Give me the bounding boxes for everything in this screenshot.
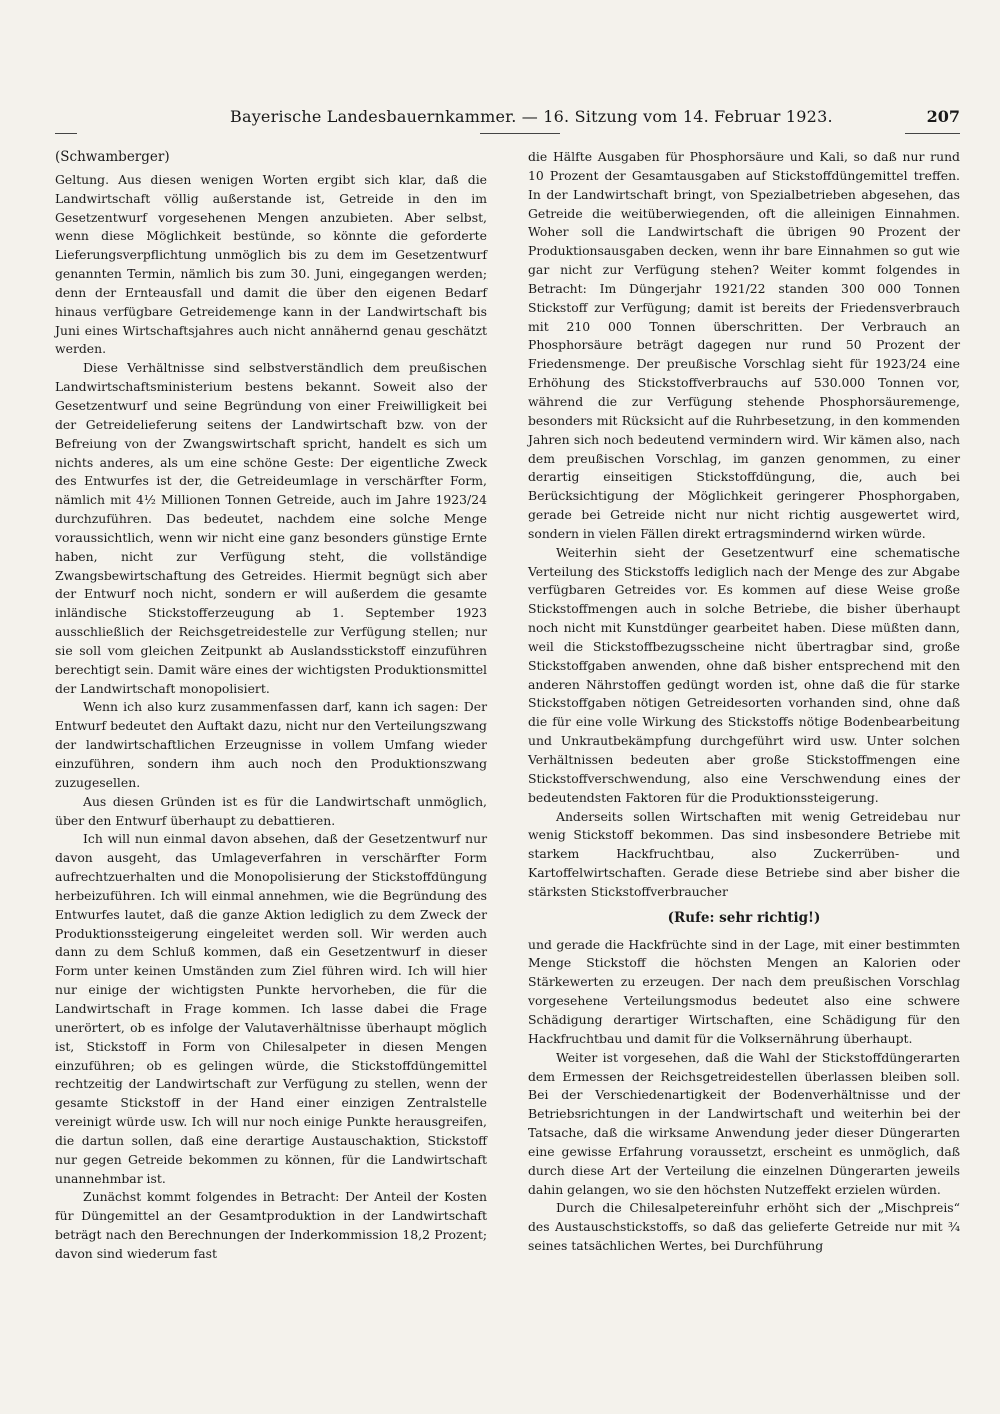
paragraph: Durch die Chilesalpetereinfuhr erhöht sich der „Mischpreis“ des Austauschstickstoffs, so daß das gelieferte Getreide nur mit ¾ seines tatsächlichen Wertes, bei Durchführung — [528, 1200, 960, 1254]
speaker-name: (Schwamberger) — [55, 149, 170, 165]
page-header — [55, 106, 960, 128]
header-rule-right — [905, 133, 960, 134]
paragraph: Weiter ist vorgesehen, daß die Wahl der Stickstoffdüngerarten dem Ermessen der Reichsgetreidestellen überlassen bleiben soll. Bei der Verschiedenartigkeit der Bodenverhältnisse und der Betriebsrichtungen in der Landwirtschaft und weiterhin bei der Tatsache, daß die wirksame Anwendung jeder dieser Düngerarten eine gewisse Erfahrung voraussetzt, erscheint es unmöglich, daß durch diese Art der Verteilung die einzelnen Düngerarten jeweils dahin gelangen, wo sie den höchsten Nutzeffekt erzielen würden. — [528, 1049, 960, 1197]
header-rule-center — [480, 133, 560, 134]
paragraph: Aus diesen Gründen ist es für die Landwirtschaft unmöglich, über den Entwurf überhaupt zu debattieren. — [55, 793, 487, 828]
paragraph: Anderseits sollen Wirtschaften mit wenig Getreidebau nur wenig Stickstoff bekommen. Das sind insbesondere Betriebe mit starkem Hackfruchtbau, also Zuckerrüben- und Kartoffelwirtschaften. Gerade diese Betriebe sind aber bisher die stärksten Stickstoffverbraucher — [528, 808, 960, 899]
interjection: (Rufe: sehr richtig!) — [667, 909, 821, 926]
right-column — [528, 148, 960, 1256]
paragraph: Weiterhin sieht der Gesetzentwurf eine schematische Verteilung des Stickstoffs lediglich nach der Menge des zur Abgabe verfügbaren Getreides vor. Es kommen auf diese Weise große Stickstoffmengen auch in solche Betriebe, die bisher überhaupt noch nicht mit Kunstdünger gearbeitet haben. Diese müßten dann, weil die Stickstoffbezugsscheine nicht übertragbar sind, große Stickstoffgaben anwenden, ohne daß bisher entsprechend mit den anderen Nährstoffen gedüngt worden ist, ohne daß die für starke Stickstoffgaben nötigen Getreidesorten vorhanden sind, ohne daß die für eine volle Wirkung des Stickstoffs nötige Bodenbearbeitung und Unkrautbekämpfung durchgeführt wird usw. Unter solchen Verhältnissen bedeuten aber große Stickstoffmengen eine Stickstoffverschwendung, also eine Verschwendung eines der bedeutendsten Faktoren für die Produktionssteigerung. — [528, 544, 960, 805]
left-column — [55, 148, 487, 1264]
paragraph: Zunächst kommt folgendes in Betracht: Der Anteil der Kosten für Düngemittel an der Gesamtproduktion in der Landwirtschaft beträgt nach den Berechnungen der Inderkommission 18,2 Prozent; davon sind wiederum fast — [55, 1189, 487, 1261]
paragraph: Ich will nun einmal davon absehen, daß der Gesetzentwurf nur davon ausgeht, das Umlageverfahren in verschärfter Form aufrechtzuerhalten und die Monopolisierung der Stickstoffdüngung herbeizuführen. Ich will einmal annehmen, wie die Begründung des Entwurfes lautet, daß die ganze Aktion lediglich zu dem Zweck der Produktionssteigerung eingeleitet werden soll. Wir werden auch dann zu dem Schluß kommen, daß ein Gesetzentwurf in dieser Form unter keinen Umständen zum Ziel führen wird. Ich will hier nur einige der wichtigsten Punkte hervorheben, die für die Landwirtschaft in Frage kommen. Ich lasse dabei die Frage unerörtert, ob es infolge der Valutaverhältnisse überhaupt möglich ist, Stickstoff in Form von Chilesalpeter in diesen Mengen einzuführen; ob es gelingen würde, die Stickstoffdüngemittel rechtzeitig der Landwirtschaft zur Verfügung zu stellen, wenn der gesamte Stickstoff in der Hand einer einzigen Zentralstelle vereinigt würde usw. Ich will nur noch einige Punkte herausgreifen, die dartun sollen, daß eine derartige Austauschaktion, Stickstoff nur gegen Getreide bekommen zu können, für die Landwirtschaft unannehmbar ist. — [55, 831, 487, 1186]
paragraph: Geltung. Aus diesen wenigen Worten ergibt sich klar, daß die Landwirtschaft völlig außerstande ist, Getreide in den im Gesetzentwurf vorgesehenen Mengen anzubieten. Aber selbst, wenn diese Möglichkeit bestünde, so könnte die geforderte Lieferungsverpflichtung unmöglich bis zu dem im Gesetzentwurf genannten Termin, nämlich bis zum 30. Juni, eingegangen werden; denn der Ernteausfall und damit die über den eigenen Bedarf hinaus verfügbare Getreidemenge kann in der Landwirtschaft bis Juni eines Wirtschaftsjahres auch nicht annähernd genau geschätzt werden. — [55, 171, 487, 357]
paragraph: Wenn ich also kurz zusammenfassen darf, kann ich sagen: Der Entwurf bedeutet den Auftakt dazu, nicht nur den Verteilungszwang der landwirtschaftlichen Erzeugnisse in vollem Umfang wieder einzuführen, sondern ihm auch noch den Produktionszwang zuzugesellen. — [55, 699, 487, 790]
paragraph: die Hälfte Ausgaben für Phosphorsäure und Kali, so daß nur rund 10 Prozent der Gesamtausgaben auf Stickstoffdüngemittel treffen. In der Landwirtschaft bringt, von Spezialbetrieben abgesehen, das Getreide die weitüberwiegenden, oft die alleinigen Einnahmen. Woher soll die Landwirtschaft die übrigen 90 Prozent der Produktionsausgaben decken, wenn ihr bare Einnahmen so gut wie gar nicht zur Verfügung stehen? Weiter kommt folgendes in Betracht: Im Düngerjahr 1921/22 standen 300 000 Tonnen Stickstoff zur Verfügung; damit ist bereits der Friedensverbrauch mit 210 000 Tonnen überschritten. Der Verbrauch an Phosphorsäure beträgt dagegen nur rund 50 Prozent der Friedensmenge. Der preußische Vorschlag sieht für 1923/24 eine Erhöhung des Stickstoffverbrauchs auf 530.000 Tonnen vor, während die zur Verfügung stehende Phosphorsäuremenge, besonders mit Rücksicht auf die Ruhrbesetzung, in den kommenden Jahren sich noch bedeutend vermindern wird. Wir kämen also, nach dem preußischen Vorschlag, im ganzen genommen, zu einer derartig einseitigen Stickstoffdüngung, die, auch bei Berücksichtigung der Möglichkeit geringerer Phosphorgaben, gerade bei Getreide nicht nur nicht richtig ausgewertet wird, sondern in vielen Fällen direkt ertragsmindernd wirken würde. — [528, 149, 960, 541]
paragraph: und gerade die Hackfrüchte sind in der Lage, mit einer bestimmten Menge Stickstoff die höchsten Mengen an Kalorien oder Stärkewerten zu erzeugen. Der nach dem preußischen Vorschlag vorgesehene Verteilungsmodus bedeutet also eine schwere Schädigung derartiger Wirtschaften, eine Schädigung für den Hackfruchtbau und damit für die Volksernährung überhaupt. — [528, 936, 960, 1046]
header-rule-left — [55, 133, 77, 134]
paragraph: Diese Verhältnisse sind selbstverständlich dem preußischen Landwirtschaftsministerium bestens bekannt. Soweit also der Gesetzentwurf und seine Begründung von einer Freiwilligkeit bei der Getreidelieferung seitens der Landwirtschaft bzw. von der Befreiung von der Zwangswirtschaft spricht, handelt es sich um nichts anderes, als um eine schöne Geste: Der eigentliche Zweck des Entwurfes ist der, die Getreideumlage in verschärfter Form, nämlich mit 4½ Millionen Tonnen Getreide, auch im Jahre 1923/24 durchzuführen. Das bedeutet, nachdem eine solche Menge voraussichtlich, wenn wir nicht eine ganz besonders günstige Ernte haben, nicht zur Verfügung steht, die vollständige Zwangsbewirtschaftung des Getreides. Hiermit begnügt sich aber der Entwurf noch nicht, sondern er will außerdem die gesamte inländische Stickstofferzeugung ab 1. September 1923 ausschließlich der Reichsgetreidestelle zur Verfügung stellen; nur sie soll vom gleichen Zeitpunkt ab Auslandsstickstoff einzuführen berechtigt sein. Damit wäre eines der wichtigsten Produktionsmittel der Landwirtschaft monopolisiert. — [55, 360, 487, 696]
running-head: Bayerische Landesbauernkammer. — 16. Sitzung vom 14. Februar 1923. — [230, 107, 833, 126]
page-number: 207 — [926, 107, 960, 126]
